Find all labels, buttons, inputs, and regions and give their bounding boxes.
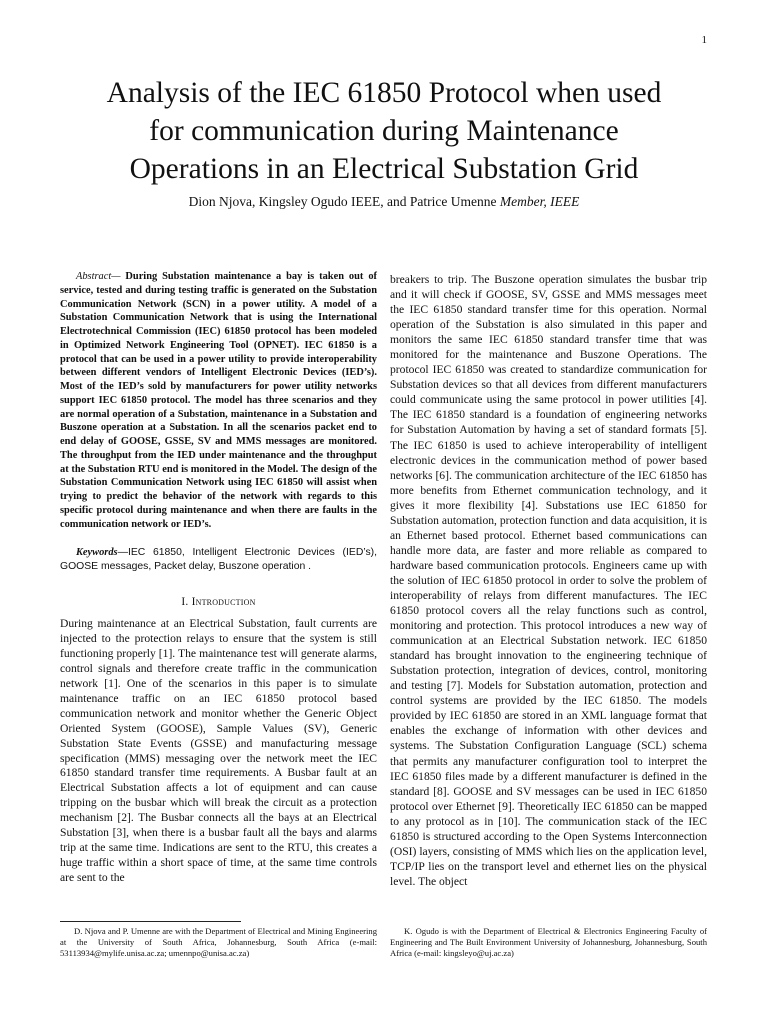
abstract — [60, 270, 377, 531]
section-number: I. — [181, 596, 192, 609]
abstract-lead: Abstract— — [76, 271, 121, 282]
title-line-2: for communication during Maintenance — [149, 115, 619, 147]
footnote-right: K. Ogudo is with the Department of Electrical & Electronics Engineering Faculty of Engineering and The Built Environment University of Johannesburg, Johannesburg, South Africa (e-mail: kingsleyo@uj.ac.za) — [390, 926, 707, 959]
left-column — [60, 270, 377, 886]
title-line-1: Analysis of the IEC 61850 Protocol when used — [106, 77, 662, 109]
author-line — [80, 194, 688, 210]
footnote-left: D. Njova and P. Umenne are with the Department of Electrical and Mining Engineering at the University of South Africa, Johannesburg, South Africa (e-mail: 53113934@mylife.unisa.ac.za; umennpo@unisa.ac.za) — [60, 926, 377, 959]
title-line-3: Operations in an Electrical Substation Grid — [129, 153, 639, 185]
keywords-lead: Keywords — [76, 547, 118, 559]
keywords-text: —IEC 61850, Intelligent Electronic Devices (IED’s), GOOSE messages, Packet delay, Buszone operation . — [60, 547, 377, 572]
abstract-text: During Substation maintenance a bay is taken out of service, tested and during testing traffic is generated on the Substation Communication Network (SCN) in a power utility. A model of a Substation Communication Network that is using the International Electrotechnical Commission (IEC) 61850 protocol has been modeled in Optimized Network Engineering Tool (OPNET). IEC 61850 is a protocol that can be used in a power utility to provide interoperability between different vendors of Intelligent Electronic Devices (IED’s). Most of the IED’s sold by manufacturers for power utility networks support IEC 61850 protocol. The model has three scenarios and they are normal operation of a Substation, maintenance in a Substation and Buszone operation at a Substation. In all the scenarios packet end to end delay of GOOSE, GSSE, SV and MMS messages are monitored. The throughput from the IED under maintenance and the throughput at the Substation RTU end is monitored in the Model. The design of the Substation Communication Network using IEC 61850 will assist when trying to predict the behavior of the network with regards to this specific protocol during maintenance and when there are faults in the communication network or IED’s. — [60, 271, 377, 530]
intro-paragraph-left: During maintenance at an Electrical Substation, fault currents are injected to the protection relays to ensure that the system is still functioning properly [1]. The maintenance test will generate alarms, control signals and therefore create traffic in the communication network [1]. One of the scenarios in this paper is to simulate maintenance traffic on an IEC 61850 protocol based communication network and monitor whether the Generic Object Oriented System (GOOSE), Sample Values (SV), Generic Substation State Events (GSSE) and manufacturing message specification (MMS) messaging over the network meet the IEC 61850 standard transfer time requirements. A Busbar fault at an Electrical Substation affects a lot of equipment and can cause tripping on the busbar which will break the circuit as a protection mechanism [2]. The Busbar connects all the bays at an Electrical Substation [3], when there is a busbar fault all the bays and alarms trip at the same time. Indications are sent to the RTU, this creates a huge traffic within a short space of time, at the same time controls are sent to the — [60, 617, 377, 884]
intro-paragraph-right: breakers to trip. The Buszone operation simulates the busbar trip and it will check if GOOSE, SV, GSSE and MMS messages meet the IEC 61850 standard transfer time for this operation. Normal operation of the Substation is also simulated in this paper and monitors the same IEC 61850 standard transfer time that was monitored for the maintenance and Buszone Operations. The protocol IEC 61850 was created to standardize communication for Substation devices so that all devices from different manufacturers could communicate using the same protocol in power utilities [4]. The IEC 61850 standard is a foundation of engineering networks for Substation Automation by having a set of standard formats [5]. The IEC 61850 is used to achieve interoperability of intelligent electronic devices in the communication method of power based networks [6]. The communication architecture of the IEC 61850 has more benefits from Ethernet communication technology, and it gives it more flexibility [4]. Substations use IEC 61850 for Substation automation, protection function and data acquisition, it is an Ethernet based protocol. Ethernet based communications can handle more data, are faster and more reliable as compared to hardware based communication protocols. Engineers came up with the solution of IEC 61850 protocol in order to solve the problem of interoperability of relays from different manufactures. The IEC 61850 protocol covers all the relay functions such as control, monitoring and protection. This protocol introduces a new way of communication at an Electrical Substation network. IEC 61850 standard has brought innovation to the engineering technique of Substation protection, integration of devices, control, monitoring and testing [7]. Models for Substation automation, protection and control systems are provided by the IEC 61850. The models provided by IEC 61850 are stored in an XML language format that enables the exchange of information with other devices and systems. The Substation Configuration Language (SCL) schema that permits any manufacturer configuration tool to interpret the IEC 61850 files made by a different manufacturer is defined in the standard [8]. GOOSE and SV messages can be used in IEC 61850 protocol over Ethernet [9]. Theoretically IEC 61850 can be mapped to any protocol as in [10]. The communication stack of the IEC 61850 is structured according to the Open Systems Interconnection (OSI) layers, consisting of MMS which lies on the application level, TCP/IP lies on the transport level and ethernet lies on the physical level. The object — [390, 273, 707, 888]
section-title: Introduction — [191, 596, 256, 609]
author-membership: Member, IEEE — [499, 194, 580, 209]
right-column — [390, 272, 707, 889]
page-number: 1 — [701, 34, 707, 46]
paper-title — [80, 74, 688, 188]
section-heading — [60, 595, 377, 610]
footnote-rule — [60, 921, 241, 922]
keywords — [60, 546, 377, 573]
author-names: Dion Njova, Kingsley Ogudo IEEE, and Patrice Umenne — [188, 194, 500, 209]
